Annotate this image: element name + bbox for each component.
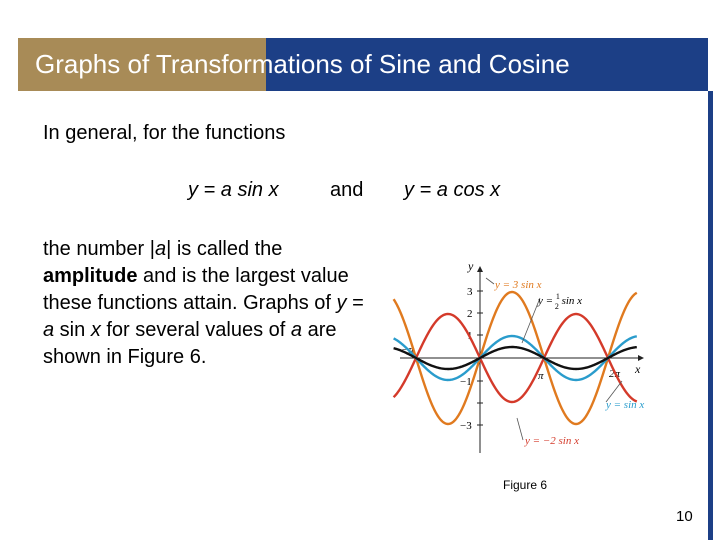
desc-text: | is called the: [166, 238, 283, 260]
sine-graphs-figure: [390, 258, 690, 458]
desc-text: the number |: [43, 238, 155, 260]
label-half-tail: sin x: [558, 295, 583, 307]
x-axis-arrow: [638, 355, 644, 361]
x-axis-label: x: [635, 362, 641, 376]
formula-conjunction: and: [330, 179, 364, 201]
amplitude-description: [43, 236, 373, 371]
label-half-prefix: y =: [538, 295, 556, 307]
desc-var-a: a: [43, 319, 55, 341]
desc-var-a: a: [154, 238, 167, 260]
label-neg-two-sin: y = −2 sin x: [525, 435, 579, 447]
slide-title: Graphs of Transformations of Sine and Cosine: [35, 49, 570, 79]
y-tick-label: 3: [467, 286, 473, 298]
desc-text: and is the largest value these functions attain. Graphs of: [43, 265, 349, 314]
formula-sine: y = a sin x: [188, 179, 279, 201]
x-tick-label: 2π: [609, 368, 621, 380]
desc-var-x: x: [90, 319, 101, 341]
y-axis-label: y: [468, 259, 474, 273]
label-pointer: [517, 418, 523, 440]
label-half-sin: [537, 292, 582, 311]
intro-text: In general, for the functions: [43, 122, 286, 144]
label-three-sin: y = 3 sin x: [495, 279, 542, 291]
label-pointer: [486, 278, 494, 284]
page-number: 10: [676, 508, 693, 525]
desc-text: =: [346, 292, 364, 314]
desc-var-y: y: [336, 292, 347, 314]
formula-cosine: y = a cos x: [404, 179, 501, 201]
figure-caption: Figure 6: [503, 478, 548, 492]
y-tick-label: −1: [460, 376, 472, 388]
desc-text: are shown in Figure 6.: [43, 319, 337, 368]
desc-var-a: a: [290, 319, 303, 341]
label-half-fraction-den: 2: [554, 302, 559, 311]
right-border: [708, 91, 713, 540]
desc-text: for several values of: [100, 319, 291, 341]
y-tick-label: −3: [460, 420, 472, 432]
y-tick-label: 2: [467, 308, 473, 320]
x-tick-label: −π: [401, 344, 414, 356]
title-bar: [18, 38, 708, 91]
desc-text: sin: [54, 319, 91, 341]
label-sin: y = sin x: [606, 399, 645, 411]
label-half-fraction: 1: [555, 292, 560, 301]
x-tick-label: π: [538, 370, 544, 382]
y-tick-label: 1: [467, 330, 473, 342]
y-axis-arrow: [477, 266, 483, 272]
amplitude-term: amplitude: [43, 265, 138, 287]
